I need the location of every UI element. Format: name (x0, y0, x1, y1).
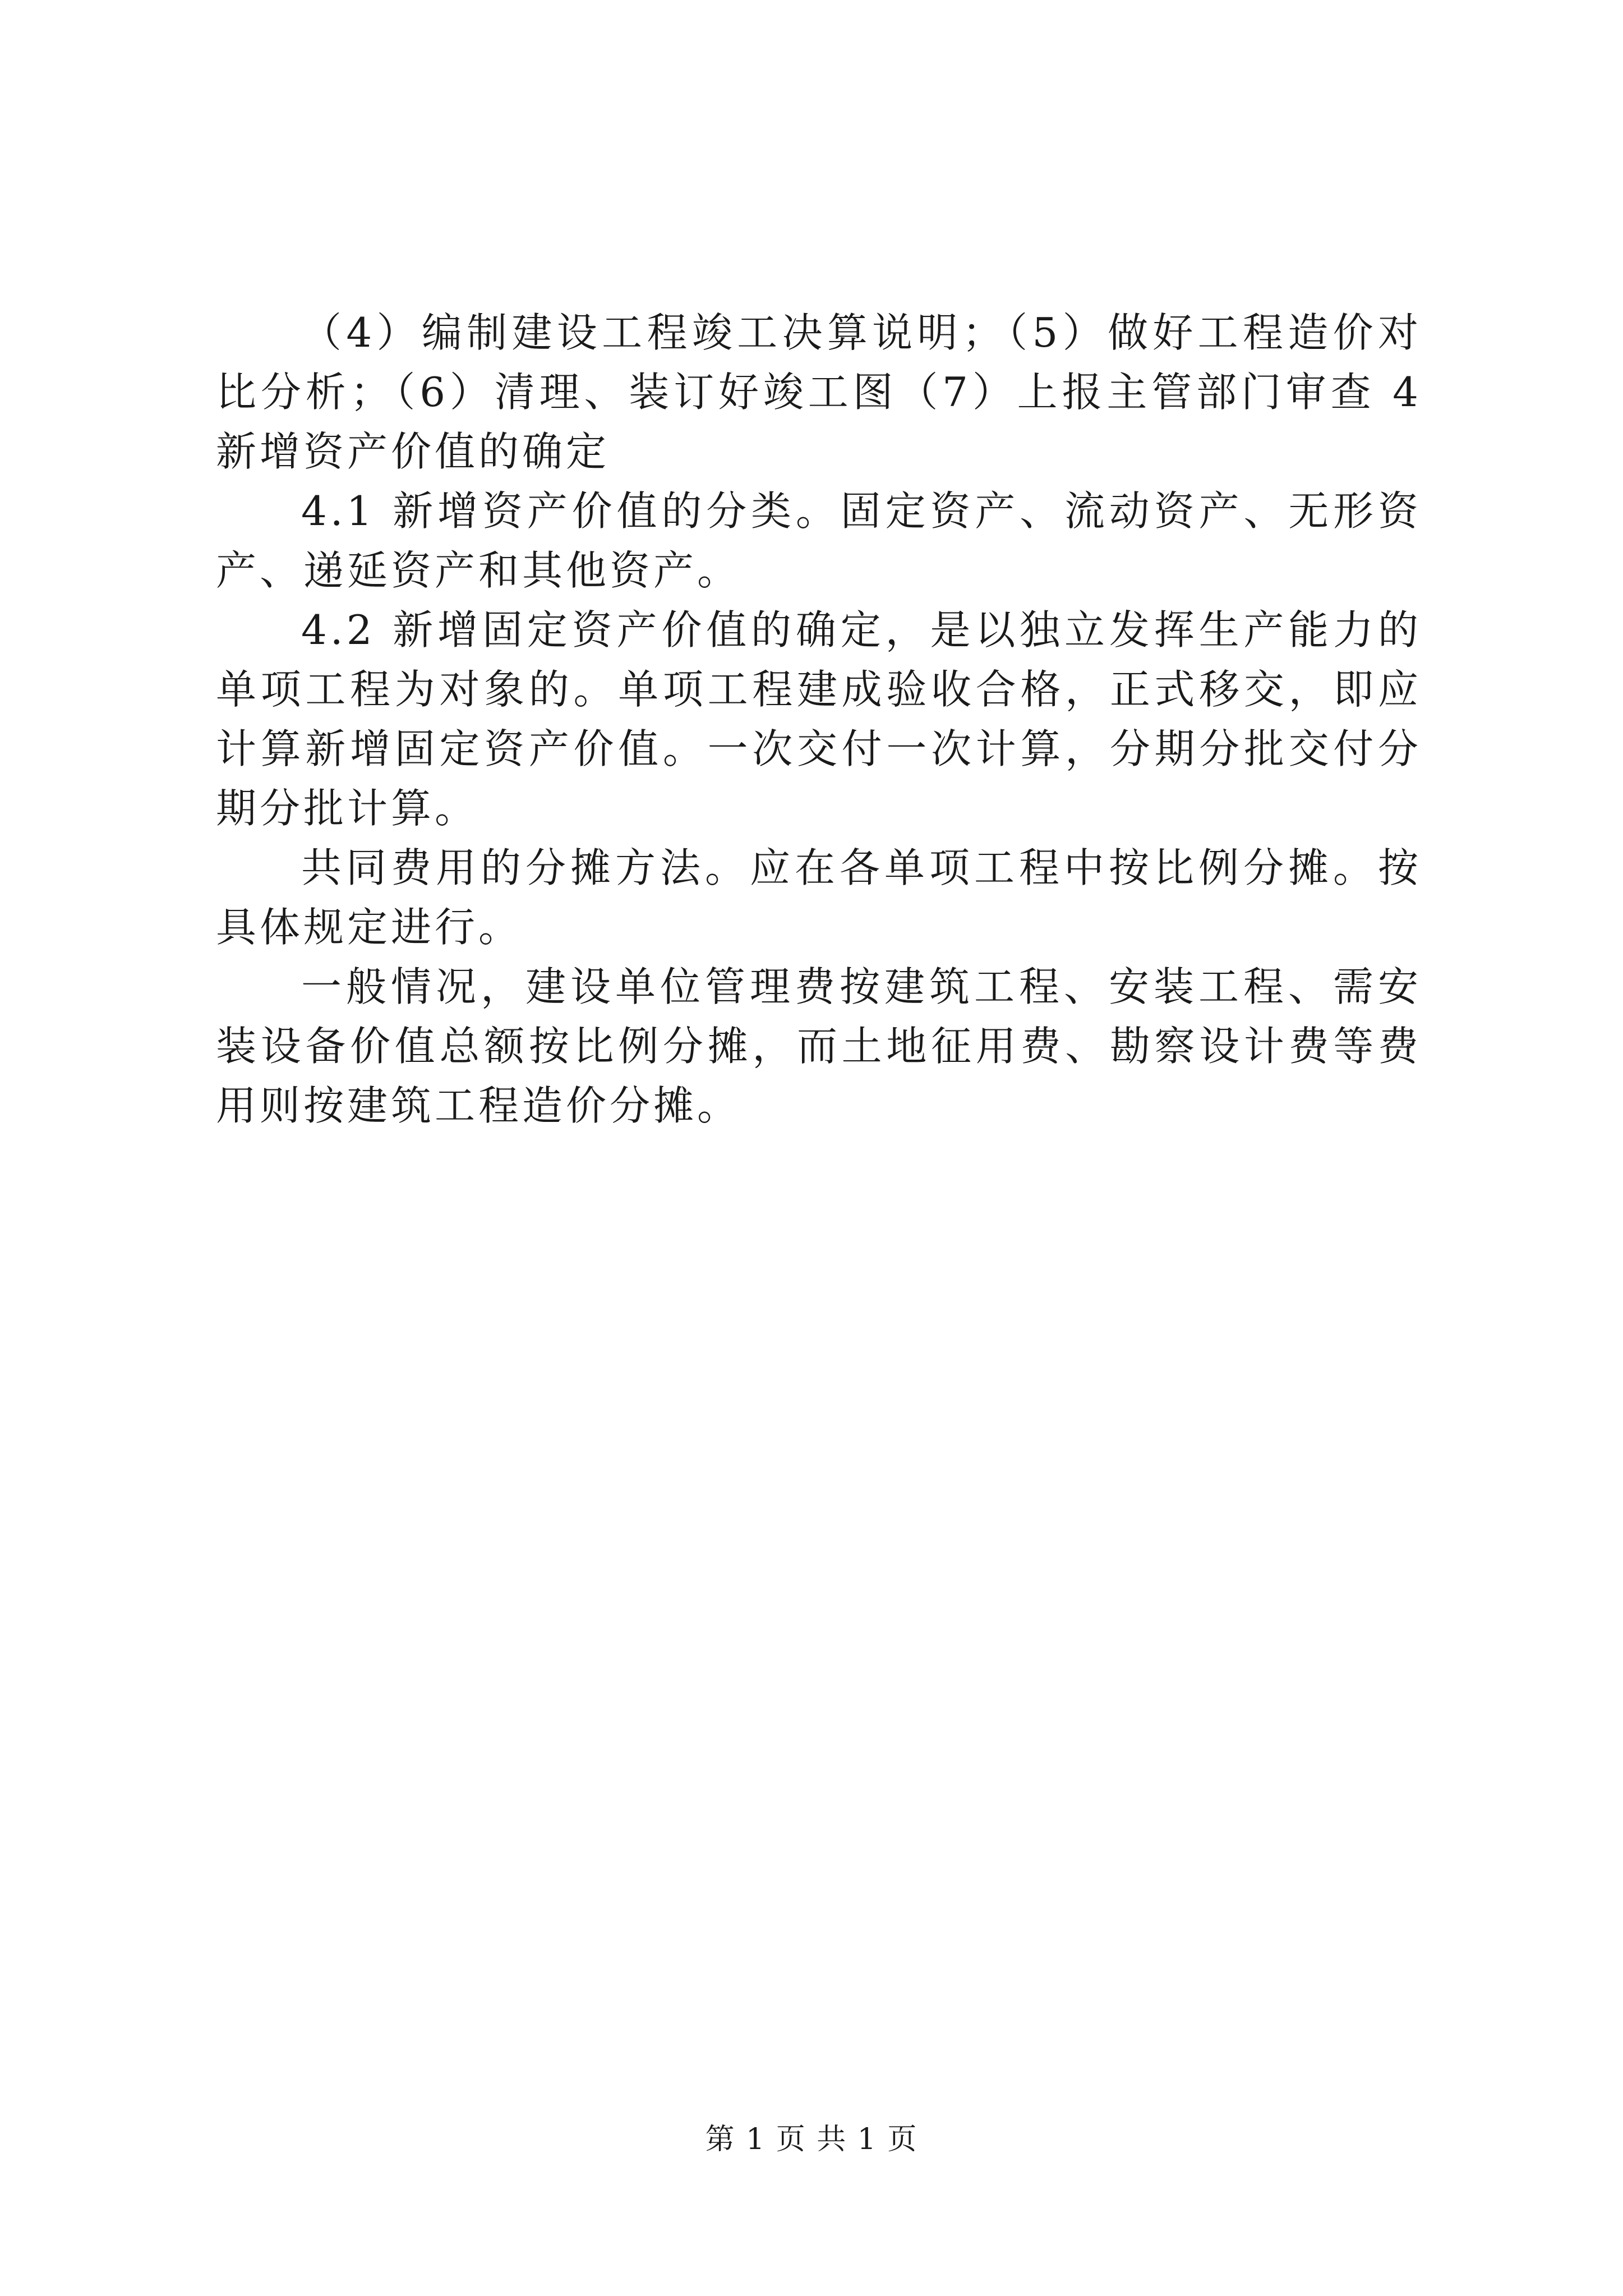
paragraph-general-case: 一般情况，建设单位管理费按建筑工程、安装工程、需安装设备价值总额按比例分摊，而土地征用费、勘察设计费等费用则按建筑工程造价分摊。 (216, 963, 1422, 1129)
page-footer: 第 1 页 共 1 页 (705, 2123, 918, 2156)
paragraph-final-accounts-steps: （4）编制建设工程竣工决算说明；（5）做好工程造价对比分析；（6）清理、装订好竣工图（7）上报主管部门审查 4 新增资产价值的确定 (216, 309, 1422, 475)
paragraph-shared-cost-allocation: 共同费用的分摊方法。应在各单项工程中按比例分摊。按具体规定进行。 (216, 844, 1422, 951)
paragraph-asset-classification: 4.1 新增资产价值的分类。固定资产、流动资产、无形资产、递延资产和其他资产。 (216, 487, 1422, 594)
document-body (216, 303, 1422, 1135)
paragraph-fixed-asset-value: 4.2 新增固定资产价值的确定，是以独立发挥生产能力的单项工程为对象的。单项工程建成验收合格，正式移交，即应计算新增固定资产价值。一次交付一次计算，分期分批交付分期分批计算。 (216, 606, 1422, 832)
